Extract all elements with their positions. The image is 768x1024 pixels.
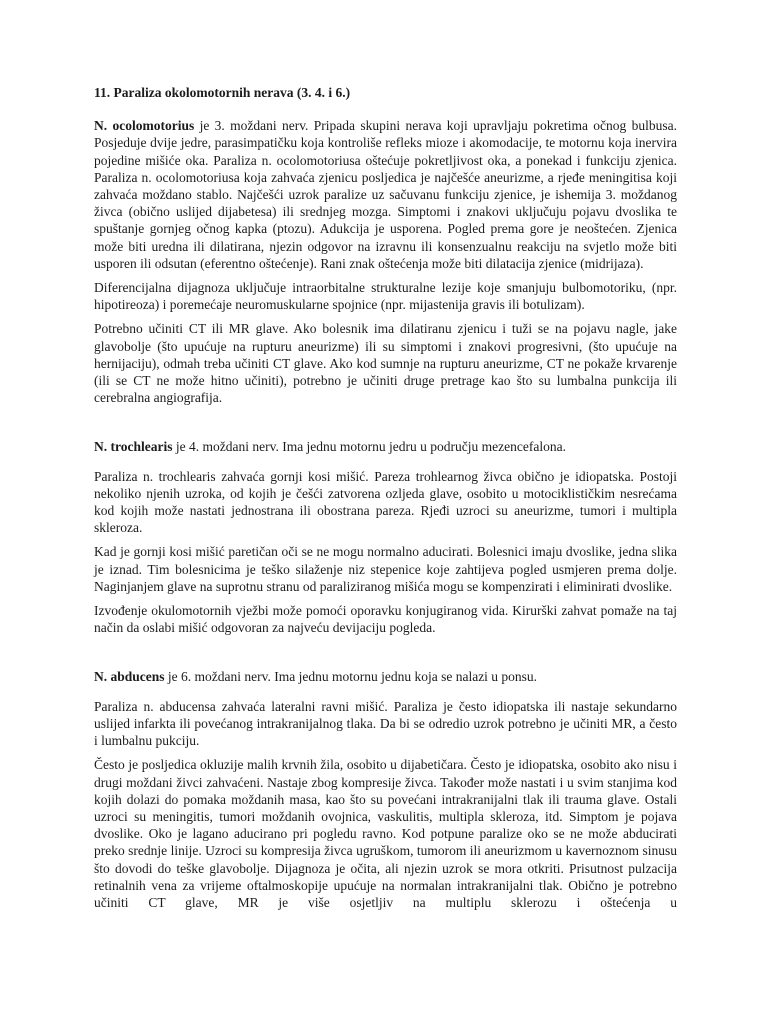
section-abducens bbox=[94, 668, 677, 911]
paragraph: Kad je gornji kosi mišić paretičan oči se ne mogu normalno aducirati. Bolesnici imaju dvoslike, jedna slika je iznad. Tim bolesnicima je teško silaženje niz stepenice koje zahtijeva pogled usmjeren prema dolje. Naginjanjem glave na suprotnu stranu od paraliziranog mišića mogu se kompenzirati i eliminirati dvoslike. bbox=[94, 544, 677, 594]
paragraph: Potrebno učiniti CT ili MR glave. Ako bolesnik ima dilatiranu zjenicu i tuži se na pojavu nagle, jake glavobolje (što upućuje na rupturu aneurizme) ili su simptomi i znakovi progresivni, (što upućuje na hernijaciju), odmah treba učiniti CT glave. Ako kod sumnje na rupturu aneurizme, CT ne pokaže krvarenje (ili se CT ne može hitno učiniti), potrebno je učiniti druge pretrage kao što su lumbalna punkcija ili cerebralna angiografija. bbox=[94, 321, 677, 406]
section-oculomotor bbox=[94, 117, 677, 406]
paragraph-text: je 4. moždani nerv. Ima jednu motornu jedru u području mezencefalona. bbox=[172, 439, 566, 455]
nerve-name: N. abducens bbox=[94, 669, 165, 685]
paragraph-text: je 6. moždani nerv. Ima jednu motornu jednu koja se nalazi u ponsu. bbox=[164, 669, 538, 685]
nerve-name: N. trochlearis bbox=[94, 439, 173, 455]
paragraph bbox=[94, 117, 677, 272]
section-trochlear bbox=[94, 438, 677, 636]
paragraph: Paraliza n. abducensa zahvaća lateralni ravni mišić. Paraliza je često idiopatska ili nastaje sekundarno uslijed infarkta ili povećanog intrakranijalnog tlaka. Da bi se odredio uzrok potrebno je učiniti MR, a često i lumbalnu pukciju. bbox=[94, 698, 677, 749]
paragraph: Često je posljedica okluzije malih krvnih žila, osobito u dijabetičara. Često je idiopatska, osobito ako nisu i drugi moždani živci zahvaćeni. Nastaje zbog kompresije živca. Također može nastati i u svim stanjima kod kojih dolazi do pomaka moždanih masa, kao što su povećani intrakranijalni tlak ili trauma glave. Ostali uzroci su meningitis, tumori moždanih ovojnica, vaskulitis, multipla skleroza, itd. Simptom je pojava dvoslike. Oko je lagano aducirano pri pogledu ravno. Kod potpune paralize oko se ne može abducirati preko srednje linije. Uzroci su kompresija živca ugruškom, tumorom ili aneurizmom u kavernoznom sinusu što dovodi do teške glavobolje. Dijagnoza je očita, ali njezin uzrok se mora otkriti. Prisutnost pulzacija retinalnih vena za vrijeme oftalmoskopije upućuje na normalan intrakranijalni tlak. Obično je potrebno učiniti CT glave, MR je više osjetljiv na multiplu sklerozu i oštećenja u bbox=[94, 757, 677, 910]
paragraph bbox=[94, 438, 677, 455]
paragraph: Izvođenje okulomotornih vježbi može pomoći oporavku konjugiranog vida. Kirurški zahvat pomaže na taj način da oslabi mišić odgovoran za najveću devijaciju pogleda. bbox=[94, 603, 677, 636]
paragraph: Paraliza n. trochlearis zahvaća gornji kosi mišić. Pareza trohlearnog živca obično je idiopatska. Postoji nekoliko njenih uzroka, od kojih je češći zatvorena ozljeda glave, osobito u motociklističkim nesrećama kod kojih može nastati jednostrana ili obostrana pareza. Rjeđi uzroci su aneurizme, tumori i multipla skleroza. bbox=[94, 468, 677, 536]
paragraph-text: je 3. moždani nerv. Pripada skupini nerava koji upravljaju pokretima očnog bulbusa. Posjeduje dvije jedre, parasimpatičku koja kontroliše refleks mioze i akomodacije, te motornu koja inervira pojedine mišiće oka. Paraliza n. ocolomotoriusa oštećuje pokretljivost oka, a ponekad i funkciju zjenica. Paraliza n. ocolomotoriusa koja zahvaća zjenicu posljedica je najčešće aneurizme, a rjeđe meningitisa koji zahvaća moždano stablo. Najčešći uzrok paralize uz sačuvanu funkciju zjenice, je ishemija 3. moždanog živca (obično uslijed dijabetesa) ili srednjeg mozga. Simptomi i znakovi uključuju pojavu dvoslika te spuštanje gornjeg očnog kapka (ptozu). Adukcija je usporena. Pogled prema gore je neoštećen. Zjenica može biti uredna ili dilatirana, njezin odgovor na izravnu ili konsenzualnu reakciju na svjetlo može biti usporen ili odsutan (eferentno oštećenje). Rani znak oštećenja može biti dilatacija zjenice (midrijaza). bbox=[94, 118, 677, 271]
document-body bbox=[94, 84, 677, 918]
nerve-name: N. ocolomotorius bbox=[94, 118, 195, 134]
paragraph: Diferencijalna dijagnoza uključuje intraorbitalne strukturalne lezije koje smanjuju bulbomotoriku, (npr. hipotireoza) i poremećaje neuromuskularne spojnice (npr. mijastenija gravis ili botulizam). bbox=[94, 280, 677, 313]
page-title: 11. Paraliza okolomotornih nerava (3. 4. i 6.) bbox=[94, 85, 351, 100]
paragraph bbox=[94, 668, 677, 685]
